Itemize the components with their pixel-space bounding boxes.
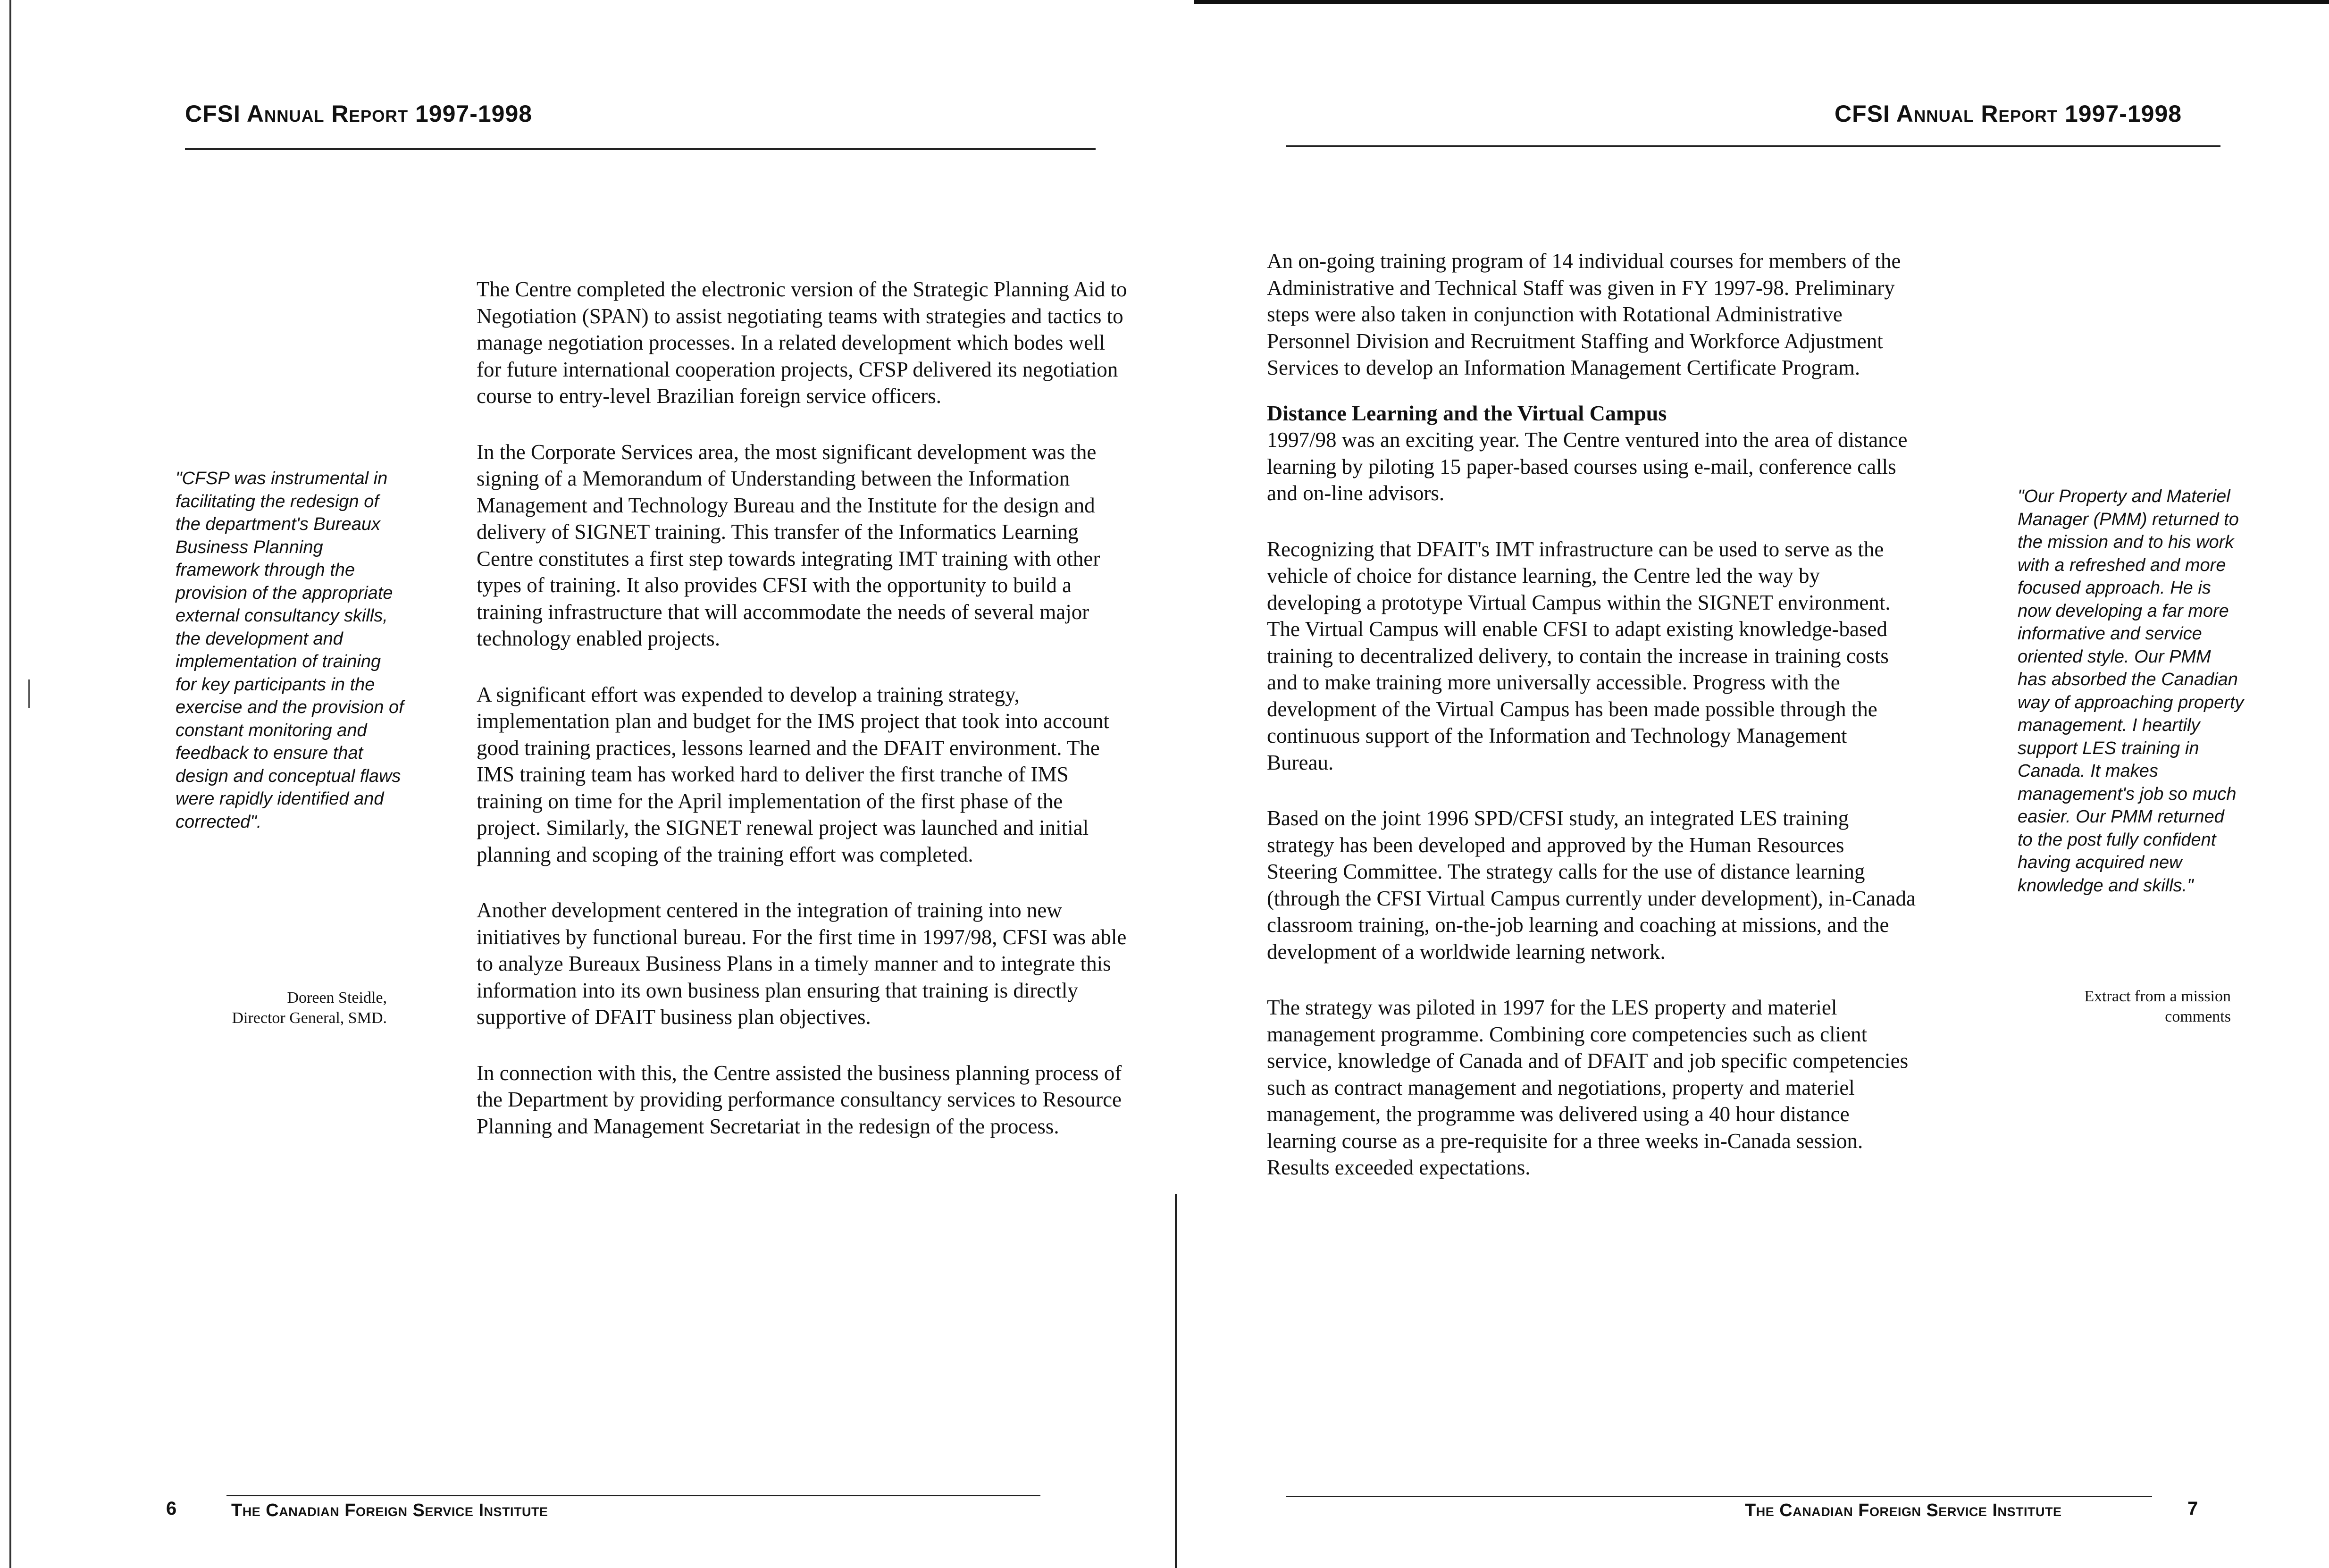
left-footer-rule — [226, 1495, 1040, 1496]
right-footer: The Canadian Foreign Service Institute — [1745, 1501, 2062, 1520]
body-paragraph: In connection with this, the Centre assisted the business planning process of the Department by providing performance consultancy services to Resource Planning and Management Secretariat in the redesign of the process. — [477, 1061, 1122, 1138]
body-paragraph: In the Corporate Services area, the most significant development was the signing of a Memorandum of Understanding between the Information Management and Technology Bureau and the Institute for the design and delivery of SIGNET training. This transfer of the Informatics Learning Centre constitutes a first step towards integrating IMT training with other types of training. It also provides CFSI with the opportunity to build a training infrastructure that will accommodate the needs of several major technology enabled projects. — [477, 440, 1100, 650]
right-body-column — [1267, 248, 1918, 1210]
left-page-number: 6 — [166, 1498, 177, 1519]
attribution-name: Doreen Steidle, — [287, 989, 387, 1006]
body-paragraph: The Centre completed the electronic version of the Strategic Planning Aid to Negotiation (SPAN) to assist negotiating teams with strategies and tactics to manage negotiation processes. In a related development which bodes well for future international cooperation projects, CFSP delivered its negotiation course to entry-level Brazilian foreign service officers. — [477, 277, 1127, 408]
body-paragraph: A significant effort was expended to develop a training strategy, implementation plan and budget for the IMS project that took into account good training practices, lessons learned and the DFAIT environment. The IMS training team has worked hard to deliver the first tranche of IMS training on time for the April implementation of the first phase of the project. Similarly, the SIGNET renewal project was launched and initial planning and scoping of the training effort was completed. — [477, 682, 1109, 866]
left-running-head: CFSI Annual Report 1997-1998 — [185, 101, 533, 127]
section-heading: Distance Learning and the Virtual Campus — [1267, 401, 1667, 425]
right-page — [1164, 0, 2329, 1568]
body-paragraph: The strategy was piloted in 1997 for the LES property and materiel management programme. Combining core competencies such as client service, knowledge of Canada and of DFAIT and job specific competencies such as contract management and negotiations, property and materiel management, the programme was delivered using a 40 hour distance learning course as a pre-requisite for a three weeks in-Canada session. Results exceeded expectations. — [1267, 996, 1909, 1179]
right-running-head: CFSI Annual Report 1997-1998 — [1835, 101, 2182, 127]
left-body-column — [477, 276, 1128, 1169]
right-header-rule — [1286, 145, 2220, 147]
body-paragraph: Based on the joint 1996 SPD/CFSI study, an integrated LES training strategy has been developed and approved by the Human Resources Steering Committee. The strategy calls for the use of distance learning (through the CFSI Virtual Campus currently under development), in-Canada classroom training, on-the-job learning and coaching at missions, and the development of a worldwide learning network. — [1267, 806, 1916, 964]
right-attribution — [2042, 986, 2231, 1027]
left-footer: The Canadian Foreign Service Institute — [231, 1501, 548, 1520]
left-header-rule — [185, 148, 1096, 150]
scan-edge-line — [9, 0, 11, 1568]
scan-mark — [28, 679, 30, 708]
attribution-line: comments — [2165, 1008, 2231, 1025]
body-paragraph: 1997/98 was an exciting year. The Centre ventured into the area of distance learning by piloting 15 paper-based courses using e-mail, conference calls and on-line advisors. — [1267, 428, 1908, 505]
body-paragraph: An on-going training program of 14 individual courses for members of the Administrative and Technical Staff was given in FY 1997-98. Preliminary steps were also taken in conjunction with Rotational Administrative Personnel Division and Recruitment Staffing and Workforce Adjustment Services to develop an Information Management Certificate Program. — [1267, 249, 1901, 379]
right-page-number: 7 — [2187, 1498, 2198, 1519]
right-sidebar-quote: "Our Property and Materiel Manager (PMM) returned to the mission and to his work with a refreshed and more focused approach. He is now developing a far more informative and service oriented style. Our PMM has absorbed the Canadian way of approaching property management. I heartily support LES training in Canada. It makes management's job so much easier. Our PMM returned to the post fully confident having acquired new knowledge and skills." — [2018, 486, 2244, 896]
attribution-line: Extract from a mission — [2084, 988, 2231, 1005]
attribution-title: Director General, SMD. — [232, 1009, 387, 1027]
body-paragraph: Recognizing that DFAIT's IMT infrastructure can be used to serve as the vehicle of choice for distance learning, the Centre led the way by developing a prototype Virtual Campus within the SIGNET environment. The Virtual Campus will enable CFSI to adapt existing knowledge-based training to decentralized delivery, to contain the increase in training costs and to make training more universally accessible. Progress with the development of the Virtual Campus has been made possible through the continuous support of the Information and Technology Management Bureau. — [1267, 537, 1891, 774]
left-sidebar-quote: "CFSP was instrumental in facilitating the redesign of the department's Bureaux Business Planning framework through the provision of the appropriate external consultancy skills, the development and implementation of training for key participants in the exercise and the provision of constant monitoring and feedback to ensure that design and conceptual flaws were rapidly identified and corrected". — [176, 469, 404, 832]
left-attribution — [198, 988, 387, 1028]
left-page — [0, 0, 1164, 1568]
body-paragraph: Another development centered in the integration of training into new initiatives by functional bureau. For the first time in 1997/98, CFSI was able to analyze Bureaux Business Plans in a timely manner and to integrate this information into its own business plan ensuring that training is directly supportive of DFAIT business plan objectives. — [477, 898, 1127, 1029]
right-footer-rule — [1286, 1496, 2152, 1497]
